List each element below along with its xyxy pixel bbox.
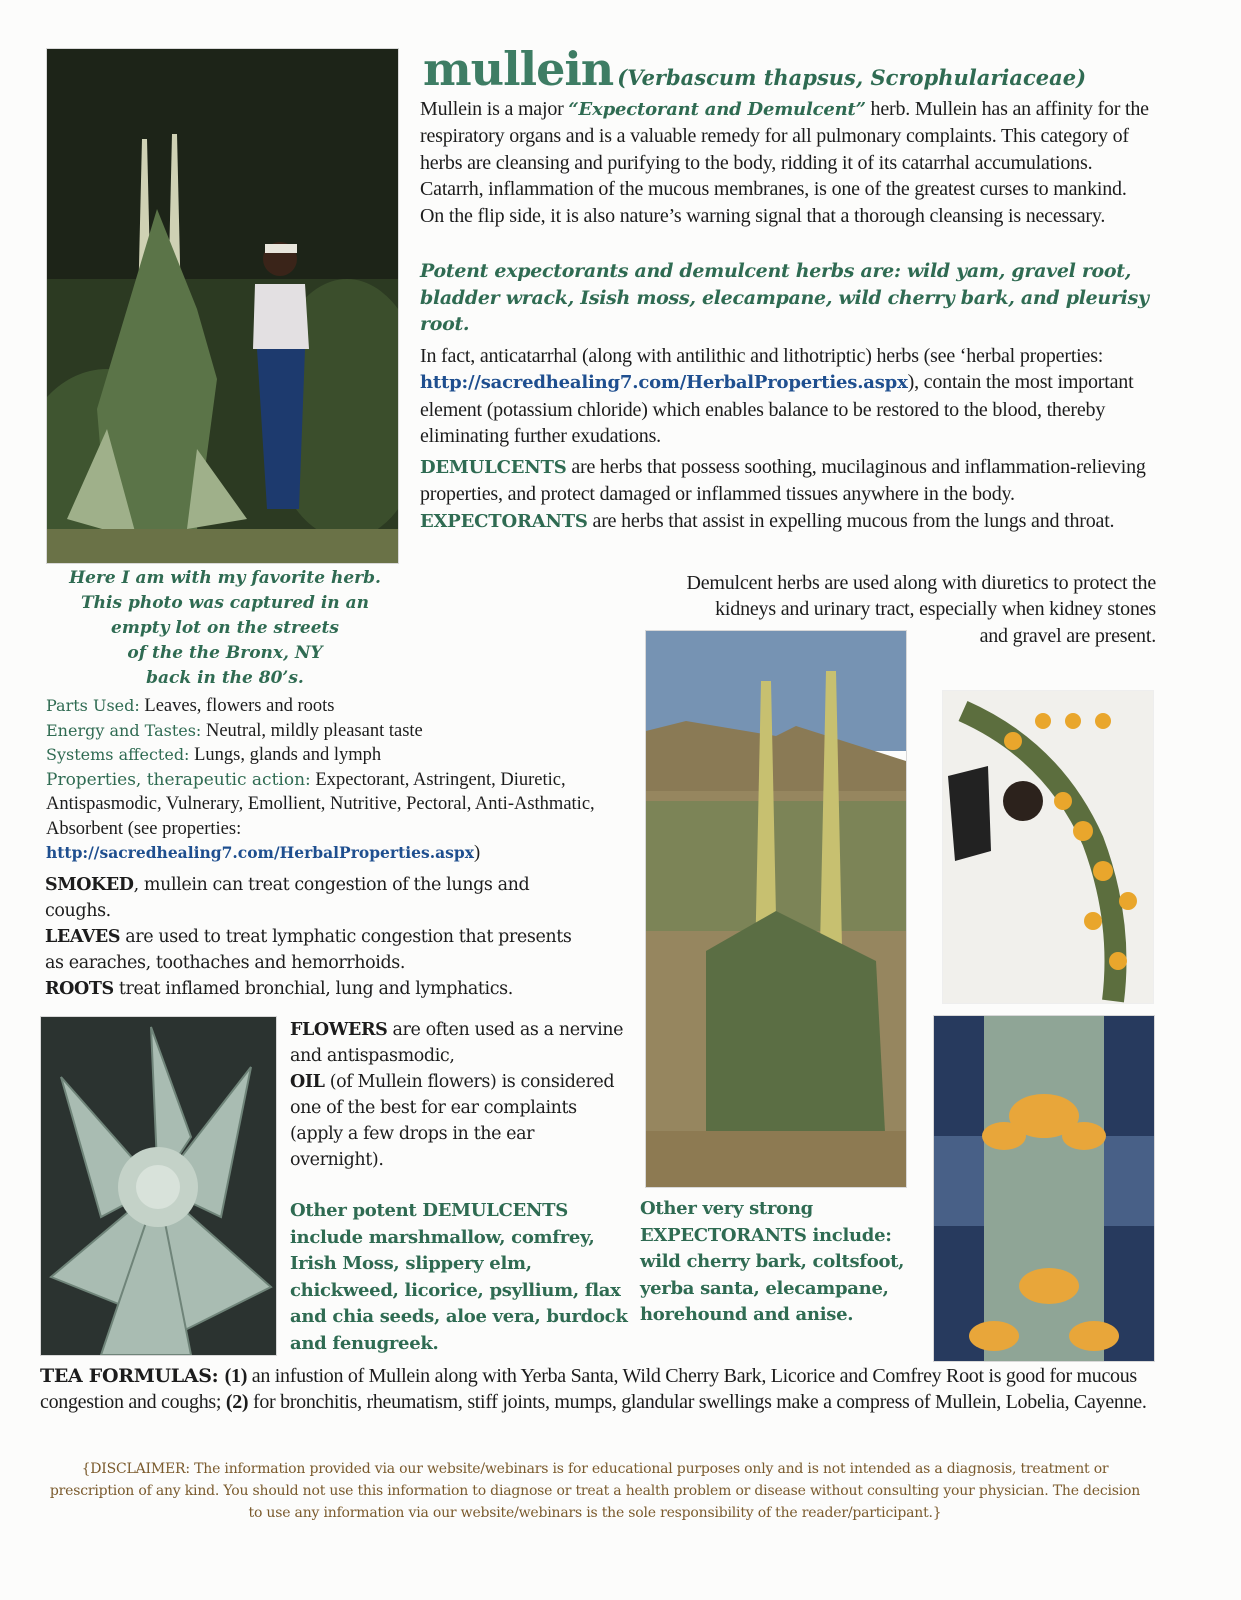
flowers-oil-block — [290, 1017, 630, 1173]
intro-emphasis: “Expectorant and Demulcent” — [568, 99, 866, 120]
oil-term: OIL — [290, 1072, 325, 1092]
properties-block — [46, 694, 636, 866]
other-demulcents: Other potent DEMULCENTS include marshmallow, comfrey, Irish Moss, slippery elm, chickweed, licorice, psyllium, flax and chia seeds, aloe vera, burdock and fenugreek. — [290, 1200, 628, 1354]
expectorants-term: EXPECTORANTS — [420, 510, 588, 532]
caption-line: This photo was captured in an — [81, 593, 369, 613]
mullein-flower-spike-photo — [942, 690, 1154, 1004]
tea-formulas — [40, 1363, 1165, 1415]
systems-label: Systems affected: — [46, 745, 190, 764]
flowers-term: FLOWERS — [290, 1020, 388, 1040]
text: (of Mullein flowers) is considered one of the best for ear complaints (apply a few drops in the ear overnight). — [290, 1072, 615, 1170]
intro-paragraph — [420, 96, 1155, 229]
disclaimer-text: The information provided via our website/webinars is for educational purposes only and is not intended as a diagnosis, treatment or prescription of any kind. You should not use this information to diagnose or treat a health problem or disease without consulting your physician. The decision to use any information via our website/webinars is the sole responsibility of the reader/participant.} — [49, 1461, 1141, 1521]
anticatarrhal-paragraph — [420, 343, 1155, 450]
text: an infustion of Mullein along with Yerba Santa, Wild Cherry Bark, Licorice and Comfrey Root is good for mucous congestion and coughs; — [40, 1365, 1137, 1413]
intro-text: Mullein is a major — [420, 98, 569, 120]
energy-label: Energy and Tastes: — [46, 720, 202, 740]
mullein-leaf-rosette-photo — [40, 1016, 277, 1356]
herbal-properties-link[interactable]: http://sacredhealing7.com/HerbalProperties.aspx — [46, 843, 474, 862]
intro-text: herb. Mullein has an affinity for the respiratory organs and is a valuable remedy for all pulmonary complaints. This category of herbs are cleansing and purifying to the body, ridding it of its catarrhal accumulations. Catarrh, inflammation of the mucous membranes, is one of the greatest curses to mankind. On the flip side, it is also nature’s warning signal that a thorough cleansing is necessary. — [420, 98, 1149, 227]
leaves-term: LEAVES — [45, 927, 121, 947]
potent-herbs-list: Potent expectorants and demulcent herbs are: wild yam, gravel root, bladder wrack, Isish moss, elecampane, wild cherry bark, and pleurisy root. — [420, 260, 1149, 335]
text: are herbs that assist in expelling mucous from the lungs and throat. — [587, 509, 1115, 532]
mullein-flower-closeup-photo — [933, 1015, 1155, 1362]
text-line: kidneys and urinary tract, especially when kidney stones — [715, 598, 1156, 621]
formula-number: (2) — [225, 1391, 249, 1413]
caption-line: back in the 80’s. — [146, 668, 304, 688]
text: ) — [473, 843, 481, 863]
text-line: Demulcent herbs are used along with diuretics to protect the — [686, 572, 1156, 594]
caption-line: Here I am with my favorite herb. — [69, 568, 381, 588]
text: are often used as a nervine and antispasmodic, — [290, 1020, 624, 1066]
other-expectorants: Other very strong EXPECTORANTS include: wild cherry bark, coltsfoot, yerba santa, elecampane, horehound and anise. — [640, 1198, 905, 1325]
uses-block — [45, 872, 585, 1002]
roots-term: ROOTS — [45, 979, 114, 999]
tea-formulas-label: TEA FORMULAS: — [40, 1365, 225, 1387]
caption-line: of the the Bronx, NY — [127, 643, 323, 663]
energy-value: Neutral, mildly pleasant taste — [201, 720, 423, 741]
text: are used to treat lymphatic congestion that presents as earaches, toothaches and hemorrhoids. — [45, 927, 572, 973]
action-label: Properties, therapeutic action: — [46, 769, 311, 790]
text-line: and gravel are present. — [979, 624, 1156, 647]
disclaimer — [45, 1458, 1145, 1524]
text: , mullein can treat congestion of the lungs and coughs. — [45, 875, 530, 921]
smoked-term: SMOKED — [45, 875, 134, 895]
photo-caption — [40, 566, 410, 691]
disclaimer-label: {DISCLAIMER: — [81, 1461, 190, 1477]
text: treat inflamed bronchial, lung and lymphatics. — [113, 979, 513, 999]
text: ), contain the most important element (potassium chloride) which enables balance to be restored to the blood, thereby eliminating further exudations. — [420, 371, 1134, 448]
woman-with-mullein-photo — [46, 48, 399, 564]
herb-name: mullein — [423, 42, 614, 96]
systems-value: Lungs, glands and lymph — [189, 745, 382, 765]
definitions-paragraph — [420, 454, 1155, 535]
herbal-properties-link[interactable]: http://sacredhealing7.com/HerbalProperties.aspx — [420, 372, 908, 394]
mullein-field-photo — [645, 630, 907, 1188]
scientific-name: (Verbascum thapsus, Scrophulariaceae) — [617, 65, 1087, 90]
parts-value: Leaves, flowers and roots — [139, 696, 335, 716]
action-value: Expectorant, Astringent, Diuretic, Antispasmodic, Vulnerary, Emollient, Nutritive, Pectoral, Anti-Asthmatic, Absorbent (see properties: — [46, 769, 595, 839]
parts-label: Parts Used: — [46, 696, 140, 715]
formula-number: (1) — [224, 1365, 248, 1387]
text: In fact, anticatarrhal (along with antilithic and lithotriptic) herbs (see ‘herbal properties: — [420, 345, 1104, 367]
text: are herbs that possess soothing, mucilaginous and inflammation-relieving properties, and protect damaged or inflammed tissues anywhere in the body. — [420, 456, 1146, 506]
demulcents-term: DEMULCENTS — [420, 457, 567, 478]
text: for bronchitis, rheumatism, stiff joints, mumps, glandular swellings make a compress of Mullein, Lobelia, Cayenne. — [248, 1391, 1147, 1413]
caption-line: empty lot on the streets — [111, 618, 339, 638]
